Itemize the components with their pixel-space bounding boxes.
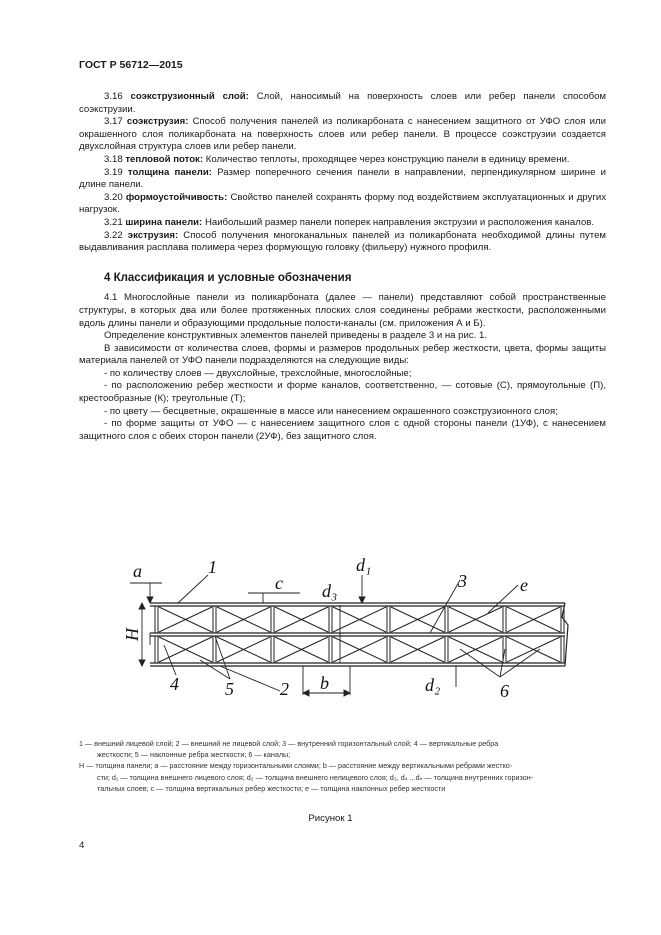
label-b: b [320, 673, 329, 693]
page-number: 4 [79, 840, 85, 851]
list-item: - по расположению ребер жесткости и форме каналов, соответственно, — сотовые (С), прямоугольные (П), крестообразные (К); треугольные (Т); [79, 380, 606, 405]
label-6: 6 [500, 681, 509, 701]
term-3-16: 3.16 соэкструзионный слой: Слой, наносимый на поверхность слоев или ребер панели способом соэкструзии. [79, 91, 606, 115]
caption-line: H — толщина панели; a — расстояние между горизонтальными слоями; b — расстояние между вертикальными ребрами жестко- [79, 761, 513, 771]
caption-line: 1 — внешний лицевой слой; 2 — внешний не лицевой слой; 3 — внутренний горизонтальный слой; 4 — вертикальные ребра [79, 739, 499, 748]
term-3-21: 3.21 ширина панели: Наибольший размер панели поперек направления экструзии и расположения каналов. [104, 216, 595, 228]
document-body [79, 91, 606, 443]
panel-cross-section-figure [100, 545, 580, 710]
label-3: 3 [458, 571, 467, 591]
caption-line: тальных слоев; c — толщина вертикальных ребер жесткости; e — толщина наклонных ребер жесткости [97, 783, 446, 793]
list-item: - по цвету — бесцветные, окрашенные в массе или нанесением окрашенного соэкструзионного слоя; [104, 405, 558, 417]
list-item: - по форме защиты от УФО — с нанесением защитного слоя с одной стороны панели (1УФ), с нанесением защитного слоя с обеих сторон панели (2УФ), без защитного слоя. [79, 418, 606, 442]
paragraph-4-1: 4.1 Многослойные панели из поликарбоната (далее — панели) представляют собой пространственные структуры, в которых два или более протяженных плоских слоя соединены ребрами жесткости, расположенными вдоль длины панели и образующими продольные полости-каналы (см. приложения А и Б). [79, 292, 606, 329]
label-c: c [275, 573, 283, 593]
term-3-18: 3.18 тепловой поток: Количество теплоты, проходящее через конструкцию панели в единицу времени. [104, 153, 570, 165]
paragraph-definitions: Определение конструктивных элементов панелей приведены в разделе 3 и на рис. 1. [104, 330, 487, 342]
label-1: 1 [208, 557, 217, 577]
term-3-20: 3.20 формоустойчивость: Свойство панелей сохранять форму под воздействием эксплуатационных и других нагрузок. [79, 191, 606, 216]
figure-caption [79, 738, 606, 794]
figure-labels [122, 555, 528, 701]
label-H: H [122, 628, 142, 641]
list-item: - по количеству слоев — двухслойные, трехслойные, многослойные; [104, 367, 412, 379]
term-3-17: 3.17 соэкструзия: Способ получения панелей из поликарбоната с нанесением защитного от УФО слоя или окрашенного слоя поликарбоната на поверхность слоев или ребер панели. В процессе соэкструзии создается двухслойная структура слоев или ребер панели. [79, 116, 606, 153]
panel-cells [155, 606, 564, 663]
label-a: a [133, 561, 142, 581]
paragraph-types: В зависимости от количества слоев, формы и размеров продольных ребер жесткости, цвета, формы защиты материала панелей от УФО панели подразделяются на следующие виды: [79, 342, 606, 367]
label-5: 5 [225, 679, 234, 699]
label-4: 4 [170, 674, 179, 694]
caption-line: жесткости; 5 — наклонные ребра жесткости; 6 — каналы; [97, 750, 291, 760]
label-d1: d₁ [356, 555, 372, 575]
label-d3: d₃ [322, 581, 338, 601]
figure-title: Рисунок 1 [308, 813, 353, 824]
caption-line: сти; d₁ — толщина внешнего лицевого слоя; d₂ — толщина внешнего нелицевого слоя; d₃, d₄ ...dₙ — толщина внутренних горизон- [97, 772, 534, 782]
section-title: 4 Классификация и условные обозначения [104, 271, 352, 284]
label-d2: d₂ [425, 675, 441, 695]
label-e: e [520, 575, 528, 595]
term-3-22: 3.22 экструзия: Способ получения многоканальных панелей из поликарбоната необходимой длины путем выдавливания расплава полимера через формующую головку (фильеру) нужного профиля. [79, 229, 607, 254]
label-2: 2 [280, 679, 289, 699]
term-3-19: 3.19 толщина панели: Размер поперечного сечения панели в направлении, перпендикулярном ширине и длине панели. [79, 166, 606, 191]
document-header: ГОСТ Р 56712—2015 [79, 59, 183, 71]
